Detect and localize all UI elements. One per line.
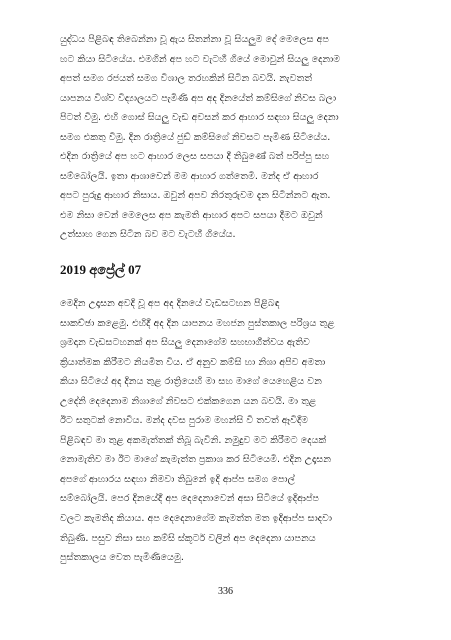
paragraph-line: කියා සිටියේ අද දිනය තුළ රාත්‍රියෙහි මා සහ මාගේ යෙහෙළිය වන bbox=[60, 376, 322, 388]
paragraph-line: සමග එකතු වීමු. දින රාත්‍රියේ ජුඩ් කම්සිගේ නිවසට පැමිණ සිටියේය. bbox=[60, 131, 331, 143]
paragraph-line: හට කියා සිටියේය. එමගින් අප හට වැටහී ගියේ මොවුන් සියලු දෙනාම bbox=[60, 53, 341, 65]
paragraph-line: අපත් සමග රජයත් සමග විශාල තරහකින් සිටින බවයි. නැවතත් bbox=[60, 73, 313, 85]
paragraph-2 bbox=[60, 294, 392, 568]
paragraph-line: උත්සාහ ගෙන සිටින බව මට වැටහී ගියේය. bbox=[60, 229, 236, 241]
paragraph-line: නොමැතිව මා ඊට මාගේ කැමැත්ත ප්‍රකාශ කර සිටියෙමි. එදින උදෑසන bbox=[60, 454, 331, 466]
paragraph-line: පිළිබඳව මා තුළ අකමැත්තක් තිබූ බැවිනි. නමුදුව මට කිරීමට දෙයක් bbox=[60, 434, 327, 446]
paragraph-line: එම නිසා වෙන් මෙලෙස අප කැමති ආහාර අපට සපයා දීමට ඔවුන් bbox=[60, 209, 323, 221]
paragraph-line: ක්‍රියාත්මක කිරීමට නියමිත විය. ඒ අනුව කම්සි හා නිශා අපිව අමතා bbox=[60, 356, 326, 368]
paragraph-line: වලට කැමතිද කියාය. අප දෙදෙනාගේම කැමත්ත මත ඉදිආප්ප සාදවා bbox=[60, 513, 333, 525]
paragraph-line: එදින රාත්‍රියේ අප හට ආහාර ලෙස සපයා දී තිබුණේ බත් පරිප්පු සහ bbox=[60, 151, 330, 163]
paragraph-line: පුස්තකාලය වෙත පැමිණියෙමු. bbox=[60, 552, 184, 564]
paragraph-1 bbox=[60, 30, 392, 245]
page-number: 336 bbox=[218, 586, 233, 597]
paragraph-line: උදේනි දෙදෙනාම නිශාගේ නිවසට එක්කගෙන යන බවයි. මා තුළ bbox=[60, 395, 317, 407]
paragraph-line: අපට පුරුදු ආහාර නිසාය. ඔවුන් අපව නිරතුරුවම දැන සිටින්නට ඇත. bbox=[60, 190, 331, 202]
paragraph-line: අපගේ ආහාරය සඳහා නිමවා තිබුනේ ඉදි ආප්ප සමග පොල් bbox=[60, 473, 295, 485]
paragraph-line: යුද්ධය පිළිබඳ තිබෙන්නා වූ ඇය සිතන්නා වූ සියලුම දේ මෙලෙස අප bbox=[60, 34, 329, 45]
paragraph-line: යාපනය විශ්ව විද්‍යාලයට පැමිණි අප අද දිනයේත් කම්සිගේ නිවස බලා bbox=[60, 92, 337, 104]
paragraph-line: තිබුණි. පසුව නිසා සහ කම්සි ස්කූටර් වලින් අප දෙදෙනා යාපනය bbox=[60, 532, 316, 544]
paragraph-line: සම්බෝලයි. පෙර දිනයේදී අප දෙදෙනාවෙන් අසා සිටියේ ඉදිආප්ප bbox=[60, 493, 319, 505]
paragraph-line: පිටත් වීමු. එහි ගොස් සියලු වැඩ අවසන් කර ආහාර සඳහා සියලු දෙනා bbox=[60, 112, 339, 124]
date-heading: 2019 අප්‍රේල් 07 bbox=[60, 262, 142, 277]
paragraph-line: ශ්‍රමදාන වැඩසටහනක් අප සියලු දෙනාගේම සහභාගීත්වය ඇතිව bbox=[60, 337, 310, 349]
paragraph-line: මෙදින උදෑසන අවදි වූ අප අද දිනයේ වැඩසටහන පිළිබඳ bbox=[60, 298, 280, 309]
paragraph-line: ඊට සතුටක් නොවීය. මන්ද දවස පුරාම මහන්සි වී තවත් ඈවිදීම bbox=[60, 415, 309, 427]
paragraph-line: සාකච්ඡා කළෙමු. එහිදී අද දින යාපනය මහජන පුස්තකාල පරිශ්‍රය තුළ bbox=[60, 317, 335, 329]
paragraph-line: සම්බෝලයි. ඉතා ආශාවෙන් මම ආහාර ගත්තෙමි. මන්ද ඒ ආහාර bbox=[60, 170, 319, 182]
